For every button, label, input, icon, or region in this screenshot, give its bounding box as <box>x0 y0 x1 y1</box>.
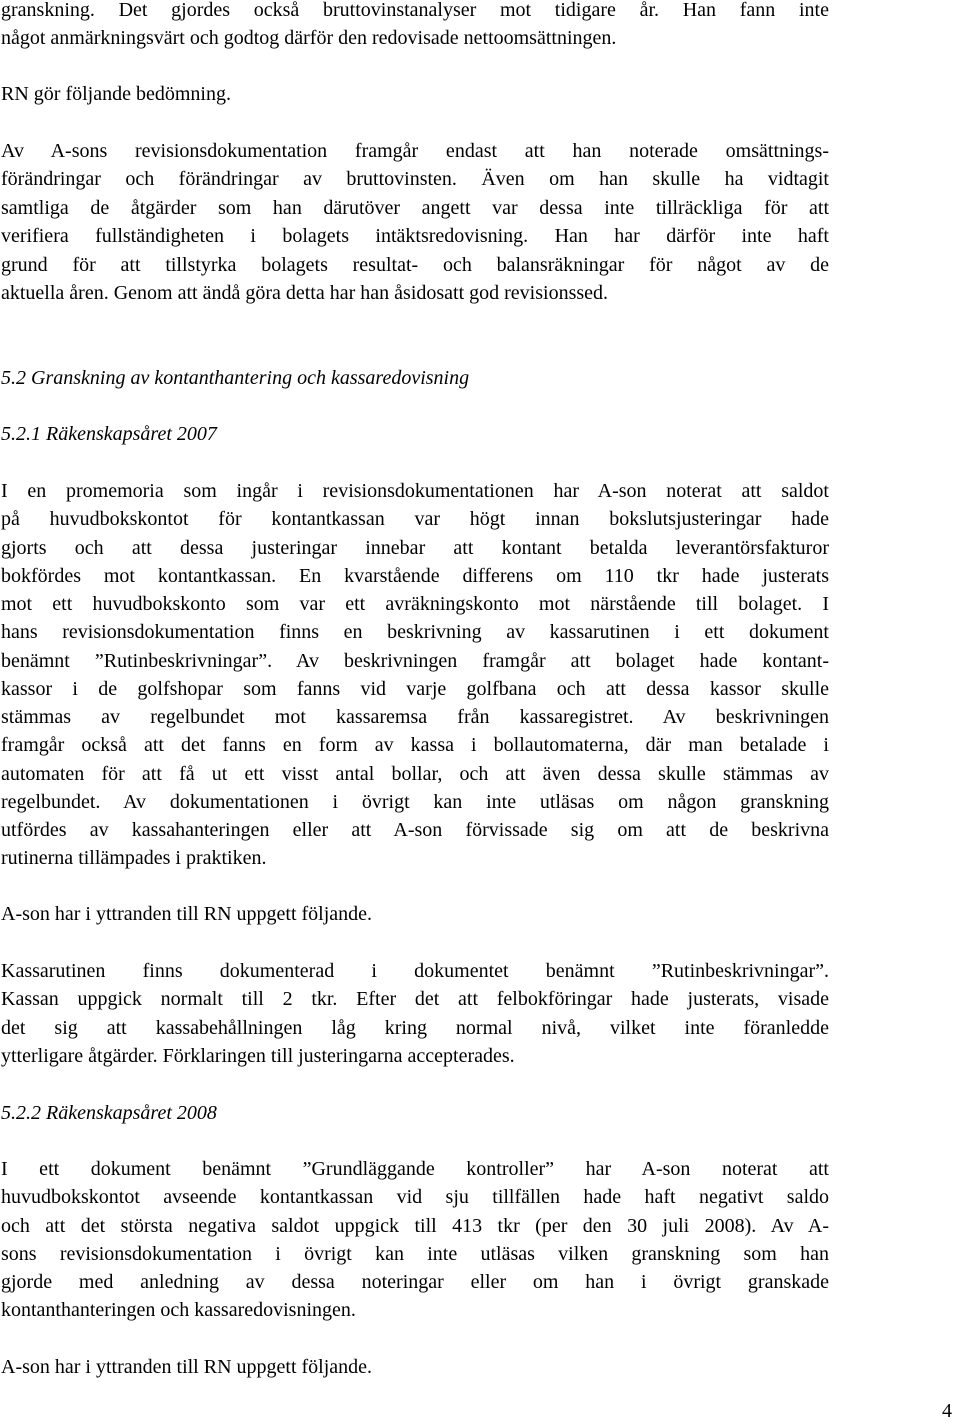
paragraph-line: utfördes av kassahanteringen eller att A-son förvissade sig om att de beskrivna <box>1 819 829 841</box>
paragraph-line: och att det största negativa saldot uppgick till 413 tkr (per den 30 juli 2008). Av A- <box>1 1215 829 1237</box>
section-heading: 5.2 Granskning av kontanthantering och kassaredovisning <box>1 367 470 389</box>
section-heading: 5.2.1 Räkenskapsåret 2007 <box>1 423 217 445</box>
paragraph-line: verifiera fullständigheten i bolagets intäktsredovisning. Han har därför inte haft <box>1 225 829 247</box>
paragraph-line: bokfördes mot kontantkassan. En kvarstående differens om 110 tkr hade justerats <box>1 565 829 587</box>
paragraph-line: Kassan uppgick normalt till 2 tkr. Efter det att felbokföringar hade justerats, visade <box>1 988 829 1010</box>
section-heading: 5.2.2 Räkenskapsåret 2008 <box>1 1102 217 1124</box>
paragraph-line: ytterligare åtgärder. Förklaringen till justeringarna accepterades. <box>1 1045 515 1067</box>
paragraph-line: aktuella åren. Genom att ändå göra detta har han åsidosatt god revisionssed. <box>1 282 609 304</box>
paragraph-line: granskning. Det gjordes också bruttovinstanalyser mot tidigare år. Han fann inte <box>1 0 829 21</box>
paragraph-line: A-son har i yttranden till RN uppgett följande. <box>1 903 373 925</box>
paragraph-line: rutinerna tillämpades i praktiken. <box>1 847 267 869</box>
paragraph-line: gjorts och att dessa justeringar innebar att kontant betalda leverantörsfakturor <box>1 537 829 559</box>
paragraph-line: A-son har i yttranden till RN uppgett följande. <box>1 1356 373 1378</box>
paragraph-line: RN gör följande bedömning. <box>1 83 231 105</box>
page-number: 4 <box>942 1400 952 1422</box>
paragraph-line: det sig att kassabehållningen låg kring normal nivå, vilket inte föranledde <box>1 1017 829 1039</box>
paragraph-line: kassor i de golfshopar som fanns vid varje golfbana och att dessa kassor skulle <box>1 678 829 700</box>
paragraph-line: på huvudbokskontot för kontantkassan var högt innan bokslutsjusteringar hade <box>1 508 829 530</box>
paragraph-line: huvudbokskontot avseende kontantkassan vid sju tillfällen hade haft negativt saldo <box>1 1186 829 1208</box>
paragraph-line: benämnt ”Rutinbeskrivningar”. Av beskrivningen framgår att bolaget hade kontant- <box>1 650 829 672</box>
paragraph-line: Av A-sons revisionsdokumentation framgår endast att han noterade omsättnings- <box>1 140 829 162</box>
paragraph-line: I en promemoria som ingår i revisionsdokumentationen har A-son noterat att saldot <box>1 480 829 502</box>
paragraph-line: regelbundet. Av dokumentationen i övrigt kan inte utläsas om någon granskning <box>1 791 829 813</box>
paragraph-line: hans revisionsdokumentation finns en beskrivning av kassarutinen i ett dokument <box>1 621 829 643</box>
paragraph-line: stämmas av regelbundet mot kassaremsa från kassaregistret. Av beskrivningen <box>1 706 829 728</box>
paragraph-line: kontanthanteringen och kassaredovisningen. <box>1 1299 356 1321</box>
paragraph-line: I ett dokument benämnt ”Grundläggande kontroller” har A-son noterat att <box>1 1158 829 1180</box>
paragraph-line: förändringar och förändringar av bruttovinsten. Även om han skulle ha vidtagit <box>1 168 829 190</box>
paragraph-line: samtliga de åtgärder som han därutöver angett var dessa inte tillräckliga för att <box>1 197 829 219</box>
paragraph-line: gjorde med anledning av dessa noteringar eller om han i övrigt granskade <box>1 1271 829 1293</box>
paragraph-line: något anmärkningsvärt och godtog därför den redovisade nettoomsättningen. <box>1 27 617 49</box>
paragraph-line: grund för att tillstyrka bolagets resultat- och balansräkningar för något av de <box>1 254 829 276</box>
paragraph-line: mot ett huvudbokskonto som var ett avräkningskonto mot närstående till bolaget. I <box>1 593 829 615</box>
paragraph-line: framgår också att det fanns en form av kassa i bollautomaterna, där man betalade i <box>1 734 829 756</box>
paragraph-line: automaten för att få ut ett visst antal bollar, och att även dessa skulle stämmas av <box>1 763 829 785</box>
paragraph-line: sons revisionsdokumentation i övrigt kan inte utläsas vilken granskning som han <box>1 1243 829 1265</box>
paragraph-line: Kassarutinen finns dokumenterad i dokumentet benämnt ”Rutinbeskrivningar”. <box>1 960 829 982</box>
